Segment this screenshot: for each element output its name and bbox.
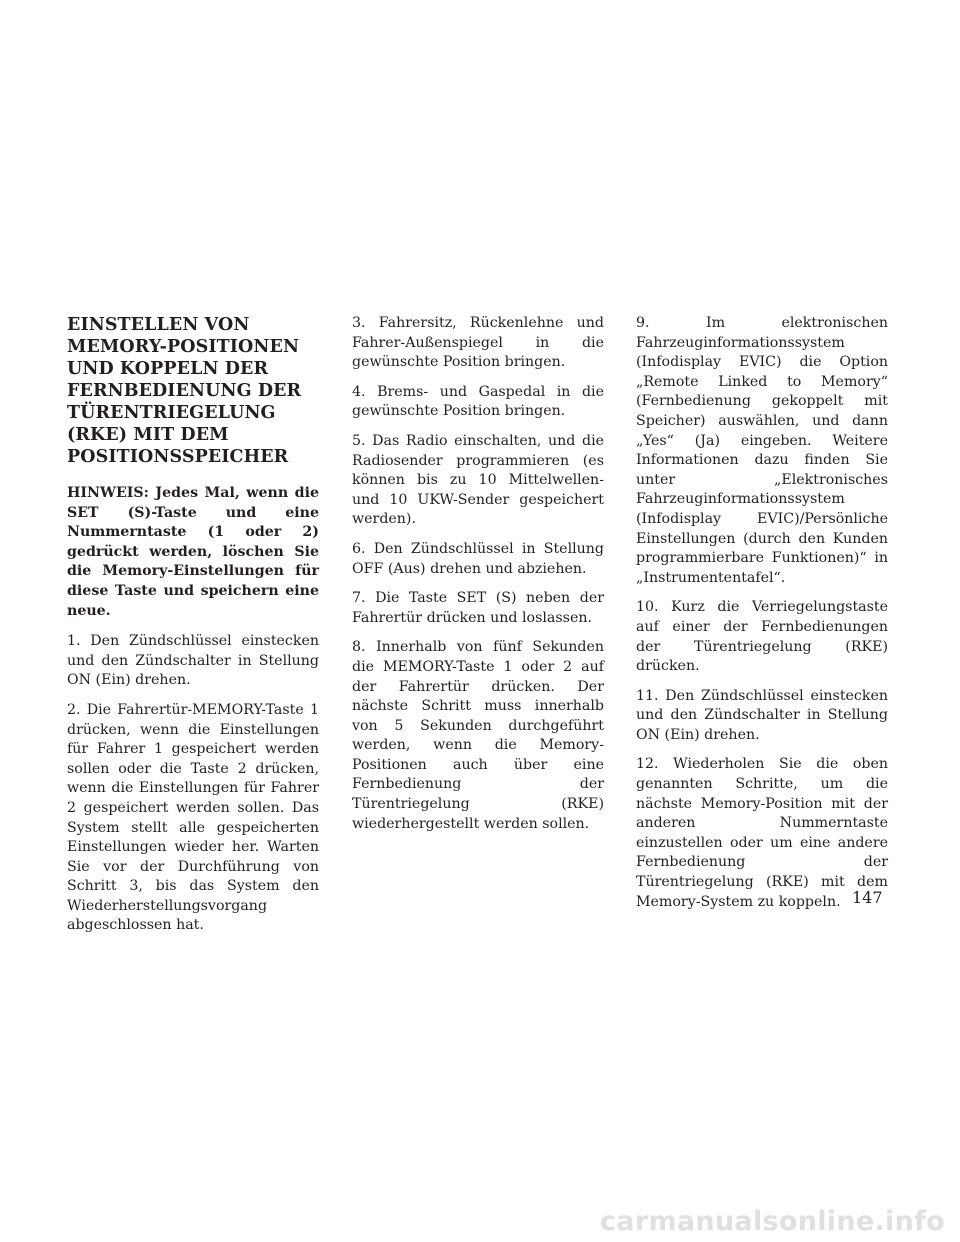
step-6: 6. Den Zündschlüssel in Stellung OFF (Aus) drehen und abziehen. bbox=[352, 540, 604, 577]
step-4: 4. Brems- und Gaspedal in die gewünschte Position bringen. bbox=[352, 383, 604, 420]
step-5: 5. Das Radio einschalten, und die Radiosender programmieren (es können bis zu 10 Mittelwellen- und 10 UKW-Sender gespeichert werden). bbox=[352, 432, 604, 528]
section-heading: EINSTELLEN VON MEMORY-POSITIONEN UND KOPPELN DER FERNBEDIENUNG DER TÜRENTRIEGELUNG (RKE) MIT DEM POSITIONSSPEICHER bbox=[67, 315, 302, 467]
step-11: 11. Den Zündschlüssel einstecken und den Zündschalter in Stellung ON (Ein) drehen. bbox=[636, 687, 888, 743]
step-3: 3. Fahrersitz, Rückenlehne und Fahrer-Außenspiegel in die gewünschte Position bringen. bbox=[352, 315, 604, 371]
page-number: 147 bbox=[852, 888, 883, 907]
column-3 bbox=[636, 314, 888, 922]
column-1 bbox=[67, 314, 319, 946]
step-10: 10. Kurz die Verriegelungstaste auf einer der Fernbedienungen der Türentriegelung (RKE) drücken. bbox=[636, 599, 888, 675]
step-7: 7. Die Taste SET (S) neben der Fahrertür drücken und loslassen. bbox=[352, 590, 604, 626]
step-12: 12. Wiederholen Sie die oben genannten Schritte, um die nächste Memory-Position mit der anderen Nummerntaste einzustellen oder um eine andere Fernbedienung der Türentriegelung (RKE) mit dem Memory-System zu koppeln. bbox=[636, 756, 888, 910]
column-2 bbox=[352, 314, 604, 844]
note-paragraph: HINWEIS: Jedes Mal, wenn die SET (S)-Taste und eine Nummerntaste (1 oder 2) gedrückt werden, löschen Sie die Memory-Einstellungen für diese Taste und speichern eine neue. bbox=[67, 485, 319, 619]
watermark: carmanualsonline.info bbox=[600, 1206, 946, 1237]
step-8: 8. Innerhalb von fünf Sekunden die MEMORY-Taste 1 oder 2 auf der Fahrertür drücken. Der nächste Schritt muss innerhalb von 5 Sekunden durchgeführt werden, wenn die Memory-Positionen auch über eine Fernbedienung der Türentriegelung (RKE) wiederhergestellt werden sollen. bbox=[352, 639, 604, 832]
step-2: 2. Die Fahrertür-MEMORY-Taste 1 drücken, wenn die Einstellungen für Fahrer 1 gespeichert werden sollen oder die Taste 2 drücken, wenn die Einstellungen für Fahrer 2 gespeichert werden sollen. Das System stellt alle gespeicherten Einstellungen wieder her. Warten Sie vor der Durchführung von Schritt 3, bis das System den Wiederherstellungsvorgang abgeschlossen hat. bbox=[67, 701, 319, 934]
step-9: 9. Im elektronischen Fahrzeuginformationssystem (Infodisplay EVIC) die Option „Remote Linked to Memory“ (Fernbedienung gekoppelt mit Speicher) auswählen, und dann „Yes“ (Ja) eingeben. Weitere Informationen dazu finden Sie unter „Elektronisches Fahrzeuginformationssystem (Infodisplay EVIC)/Persönliche Einstellungen (durch den Kunden programmierbare Funktionen)“ in „Instrumententafel“. bbox=[636, 315, 888, 586]
step-1: 1. Den Zündschlüssel einstecken und den Zündschalter in Stellung ON (Ein) drehen. bbox=[67, 633, 319, 689]
